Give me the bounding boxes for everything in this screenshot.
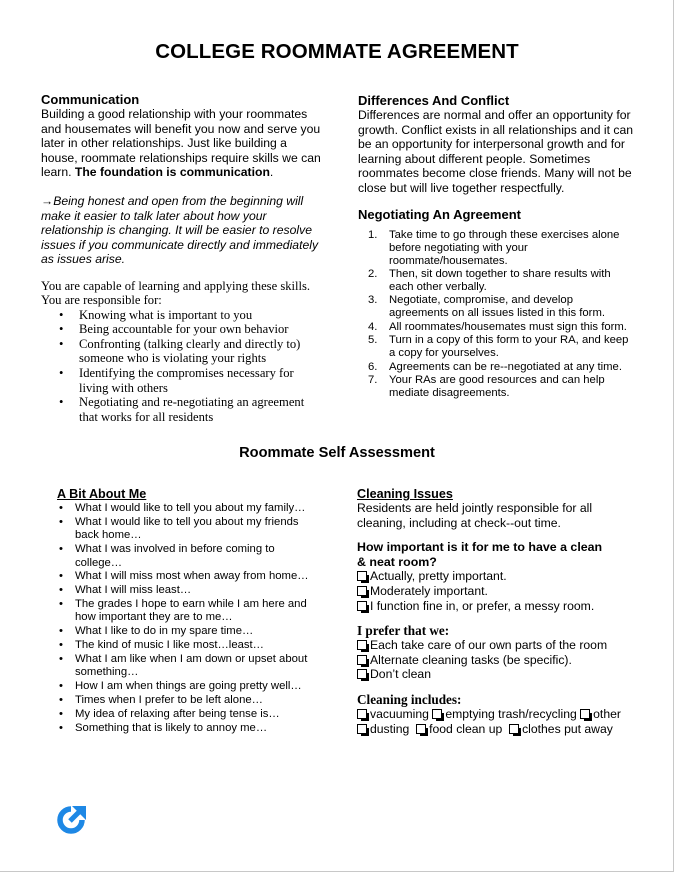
includes-row xyxy=(357,707,642,722)
checkbox[interactable] xyxy=(357,571,367,581)
communication-italic xyxy=(41,194,326,267)
differences-heading: Differences And Conflict xyxy=(358,93,510,108)
step-text: Agreements can be re--negotiated at any time. xyxy=(389,360,622,373)
list-item: • What I will miss least… xyxy=(75,584,319,598)
list-item: • What I would like to tell you about my family… xyxy=(75,502,319,516)
option-label: vacuuming xyxy=(370,706,429,721)
step-text: Your RAs are good resources and can help mediate disagreements. xyxy=(389,373,605,399)
option-label: Moderately important. xyxy=(370,583,488,598)
step-number: 1. xyxy=(368,228,378,241)
importance-option xyxy=(357,599,642,614)
prefer-heading: I prefer that we: xyxy=(357,623,450,639)
list-item xyxy=(368,334,634,360)
list-item: • The kind of music I like most…least… xyxy=(75,639,319,653)
list-item xyxy=(368,320,634,334)
step-number: 2. xyxy=(368,267,378,280)
step-number: 7. xyxy=(368,373,378,386)
step-number: 5. xyxy=(368,334,378,347)
importance-option xyxy=(357,584,642,599)
skills-list xyxy=(41,308,326,424)
list-item: • What I would like to tell you about my friends back home… xyxy=(75,516,319,543)
about-me-section xyxy=(57,487,319,735)
differences-section xyxy=(358,93,634,400)
checkbox[interactable] xyxy=(357,640,367,650)
communication-italic-text: Being honest and open from the beginning will make it easier to talk later about how your relationship is changing. It will be easier to resolve issues if you communicate directly and immediately as issues arise. xyxy=(41,193,319,267)
cleaning-section xyxy=(357,487,642,736)
step-number: 6. xyxy=(368,360,378,373)
includes-row xyxy=(357,722,642,737)
list-item: • What I will miss most when away from home… xyxy=(75,570,319,584)
checkbox[interactable] xyxy=(357,586,367,596)
checkbox[interactable] xyxy=(509,724,519,734)
communication-foundation: The foundation is communication xyxy=(74,165,270,180)
list-item xyxy=(368,294,634,320)
capable-text: You are capable of learning and applying these skills. You are responsible for: xyxy=(41,278,311,308)
list-item: • How I am when things are going pretty well… xyxy=(75,680,319,694)
list-item: • Confronting (talking clearly and directly to) someone who is violating your rights xyxy=(79,337,326,366)
about-me-list xyxy=(57,502,319,735)
list-item: • What I was involved in before coming to college… xyxy=(75,543,319,570)
negotiating-heading: Negotiating An Agreement xyxy=(358,206,521,222)
list-item: • Being accountable for your own behavior xyxy=(79,322,326,336)
option-label: clothes put away xyxy=(522,721,613,736)
list-item: • Something that is likely to annoy me… xyxy=(75,722,319,736)
self-assessment-title: Roommate Self Assessment xyxy=(239,445,435,461)
communication-heading: Communication xyxy=(41,92,140,107)
step-text: Turn in a copy of this form to your RA, and keep a copy for yourselves. xyxy=(389,334,629,360)
option-label: Actually, pretty important. xyxy=(370,569,507,584)
cleaning-heading: Cleaning Issues xyxy=(357,487,453,501)
step-number: 3. xyxy=(368,294,378,307)
option-label: Each take care of our own parts of the room xyxy=(370,638,608,653)
list-item xyxy=(368,228,634,268)
list-item: • Times when I prefer to be left alone… xyxy=(75,694,319,708)
list-item: • What I am like when I am down or upset about something… xyxy=(75,653,319,680)
communication-text: Building a good relationship with your roommates and housemates will benefit you now and serve you later in other relationships. Just like building a house, roommate relationships require skills we can learn. xyxy=(41,107,321,180)
includes-heading: Cleaning includes: xyxy=(357,691,462,707)
list-item: • The grades I hope to earn while I am here and how important they are to me… xyxy=(75,598,319,625)
option-label: Don’t clean xyxy=(370,667,431,682)
prefer-option xyxy=(357,667,642,682)
cleaning-paragraph: Residents are held jointly responsible for all cleaning, including at check--out time. xyxy=(357,501,593,530)
step-text: Negotiate, compromise, and develop agreements on all issues listed in this form. xyxy=(389,294,605,320)
communication-section xyxy=(41,92,326,424)
logo-icon xyxy=(56,803,88,835)
list-item: • Knowing what is important to you xyxy=(79,308,326,322)
about-me-heading: A Bit About Me xyxy=(57,487,147,501)
list-item xyxy=(368,360,634,374)
importance-option xyxy=(357,569,642,584)
checkbox[interactable] xyxy=(357,669,367,679)
negotiating-steps xyxy=(358,229,634,400)
differences-paragraph: Differences are normal and offer an opportunity for growth. Conflict exists in all relationships and it can be an opportunity for interpersonal growth and for learning about different people. Sometimes roommates become close friends. Many will not be close but will live together respectfully. xyxy=(358,108,634,195)
checkbox[interactable] xyxy=(416,724,426,734)
checkbox[interactable] xyxy=(432,709,442,719)
list-item xyxy=(368,373,634,400)
list-item: • What I like to do in my spare time… xyxy=(75,625,319,639)
checkbox[interactable] xyxy=(357,601,367,611)
step-text: Then, sit down together to share results with each other verbally. xyxy=(389,267,611,293)
checkbox[interactable] xyxy=(357,709,367,719)
option-label: emptying trash/recycling xyxy=(445,706,577,721)
arrow-icon: → xyxy=(41,193,54,208)
step-number: 4. xyxy=(368,320,378,333)
option-label: Alternate cleaning tasks (be specific). xyxy=(370,652,572,667)
option-label: I function fine in, or prefer, a messy room. xyxy=(370,598,595,613)
prefer-option xyxy=(357,653,642,668)
communication-period: . xyxy=(269,165,274,180)
checkbox[interactable] xyxy=(580,709,590,719)
checkbox[interactable] xyxy=(357,724,367,734)
step-text: Take time to go through these exercises alone before negotiating with your roommate/housemates. xyxy=(389,228,620,267)
list-item xyxy=(368,267,634,294)
checkbox[interactable] xyxy=(357,655,367,665)
document-title: COLLEGE ROOMMATE AGREEMENT xyxy=(155,40,519,63)
prefer-option xyxy=(357,638,642,653)
list-item: • Negotiating and re-negotiating an agreement that works for all residents xyxy=(79,395,326,424)
communication-paragraph xyxy=(41,107,326,180)
step-text: All roommates/housemates must sign this form. xyxy=(389,320,627,333)
list-item: • Identifying the compromises necessary for living with others xyxy=(79,366,326,395)
list-item: • My idea of relaxing after being tense is… xyxy=(75,708,319,722)
option-label: other xyxy=(593,706,621,721)
option-label: dusting xyxy=(370,721,410,736)
option-label: food clean up xyxy=(429,721,503,736)
importance-question: How important is it for me to have a clean & neat room? xyxy=(357,540,603,569)
